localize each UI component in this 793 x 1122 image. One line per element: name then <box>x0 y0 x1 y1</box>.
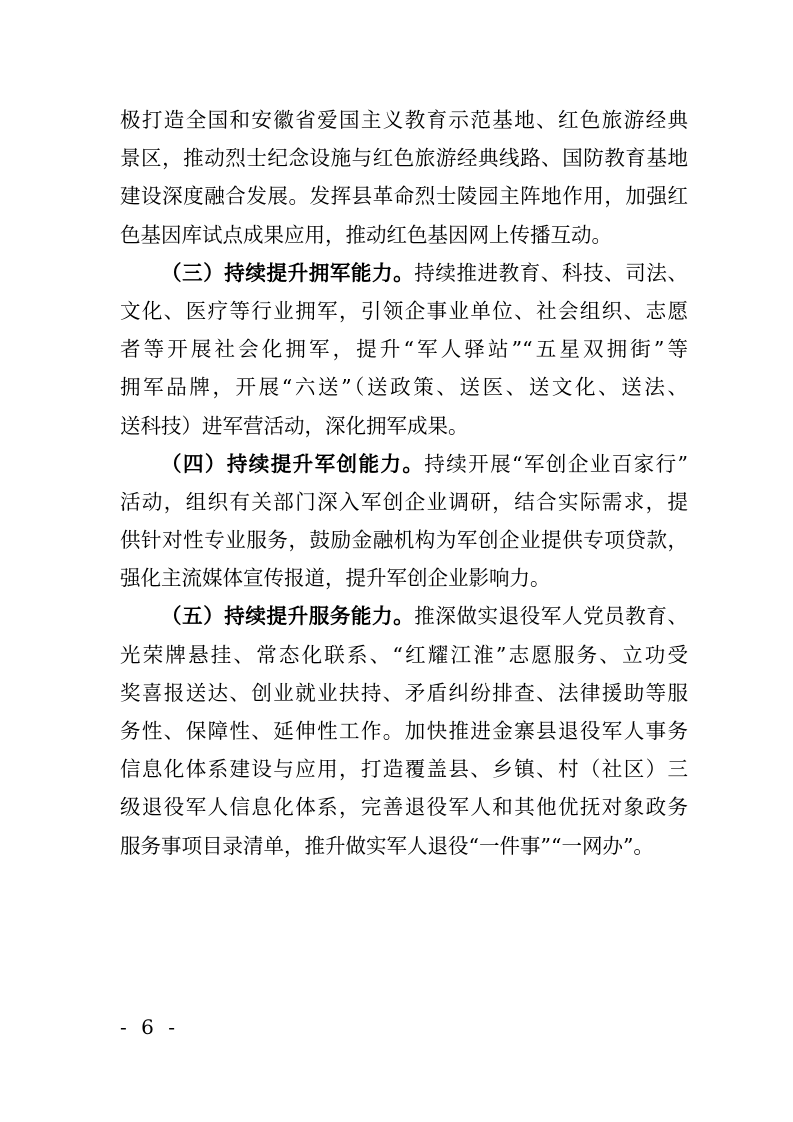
paragraph-first-line <box>120 445 688 483</box>
text-span: 推深做实退役军人党员教育、 <box>414 604 688 629</box>
paragraph-2 <box>120 254 688 445</box>
paragraph-4 <box>120 597 688 864</box>
paragraph-3 <box>120 445 688 598</box>
text-line: 奖喜报送达、创业就业扶持、矛盾纠纷排查、法律援助等服 <box>120 680 688 705</box>
text-line: 者等开展社会化拥军，提升“军人驿站”“五星双拥街”等 <box>120 337 688 362</box>
text-line: 强化主流媒体宣传报道，提升军创企业影响力。 <box>120 566 551 591</box>
page-number: - 6 - <box>120 1015 179 1039</box>
paragraph-1 <box>120 101 688 254</box>
section-heading: （四）持续提升军创能力。 <box>161 451 425 476</box>
paragraph-first-line <box>120 597 688 635</box>
section-heading: （三）持续提升拥军能力。 <box>161 260 415 285</box>
text-line: 级退役军人信息化体系，完善退役军人和其他优抚对象政务 <box>120 795 688 820</box>
paragraph-first-line <box>120 254 688 292</box>
text-span: 持续推进教育、科技、司法、 <box>414 260 688 285</box>
text-line: 务性、保障性、延伸性工作。加快推进金寨县退役军人事务 <box>120 719 688 743</box>
text-line: 光荣牌悬挂、常态化联系、“红耀江淮”志愿服务、立功受 <box>120 642 688 667</box>
text-line: 送科技）进军营活动，深化拥军成果。 <box>120 413 469 438</box>
section-heading: （五）持续提升服务能力。 <box>161 604 415 629</box>
text-line: 拥军品牌，开展“六送”（送政策、送医、送文化、送法、 <box>120 375 688 400</box>
text-line: 文化、医疗等行业拥军，引领企事业单位、社会组织、志愿 <box>120 298 688 323</box>
text-line: 服务事项目录清单，推升做实军人退役“一件事”“一网办”。 <box>120 833 654 858</box>
text-line: 景区，推动烈士纪念设施与红色旅游经典线路、国防教育基地 <box>120 146 688 171</box>
text-line: 建设深度融合发展。发挥县革命烈士陵园主阵地作用，加强红 <box>120 184 688 209</box>
text-line: 供针对性专业服务，鼓励金融机构为军创企业提供专项贷款， <box>120 528 688 553</box>
body-text <box>120 101 688 865</box>
text-span: 持续开展“军创企业百家行” <box>424 451 688 476</box>
text-line: 色基因库试点成果应用，推动红色基因网上传播互动。 <box>120 222 612 247</box>
text-line: 活动，组织有关部门深入军创企业调研，结合实际需求，提 <box>120 489 688 514</box>
text-line: 信息化体系建设与应用，打造覆盖县、乡镇、村（社区）三 <box>120 757 688 782</box>
text-line: 极打造全国和安徽省爱国主义教育示范基地、红色旅游经典 <box>120 108 688 132</box>
